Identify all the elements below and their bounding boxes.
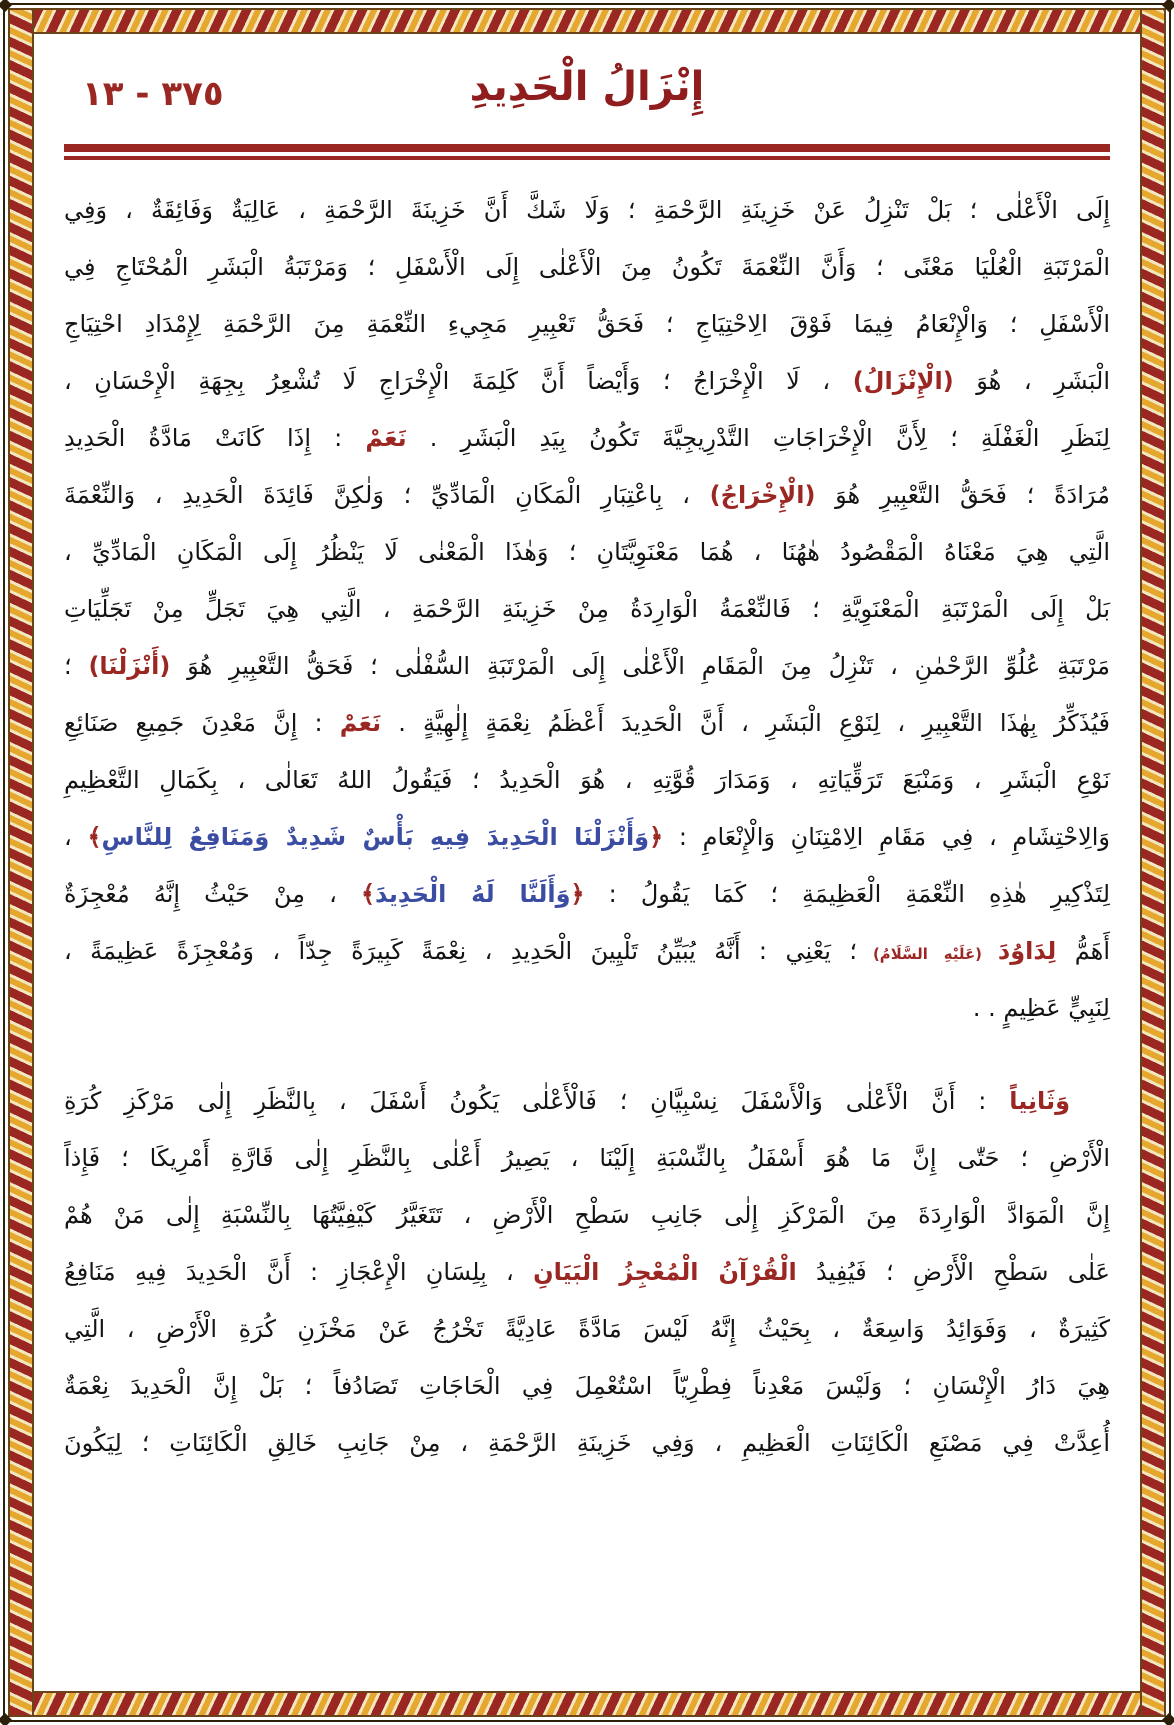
body-text-segment: أَهَمُّ: [1056, 937, 1110, 965]
body-text-segment: أُعِدَّتْ فِي مَصْنَعِ الْكَائِنَاتِ الْعَظِيمِ ، وَفِي خَزِينَةِ الرَّحْمَةِ ، مِنْ جَانِبِ خَالِقِ الْكَائِنَاتِ ؛ لِيَكُونَ: [64, 1429, 1110, 1457]
body-text-segment: الَّتِي هِيَ مَعْنَاهُ الْمَقْصُودُ هٰهُنَا ، هُمَا مَعْنَوِيَّتَانِ ؛ وَهٰذَا الْمَعْنٰى لَا يَنْظُرُ إِلَى الْمَكَانِ الْمَادِّيِّ ،: [64, 538, 1110, 566]
quran-verse: وَأَلَنَّا لَهُ الْحَدِيدَ: [375, 880, 571, 908]
honorific-phrase: (عَلَيْهِ السَّلَامُ): [857, 945, 998, 963]
body-text-segment: لِنَظَرِ الْغَفْلَةِ ؛ لِأَنَّ الْإِخْرَاجَاتِ التَّدْرِيجِيَّةَ تَكُونُ بِيَدِ الْبَشَرِ .: [406, 424, 1111, 452]
emphasis-text: (الْإِخْرَاجُ): [709, 481, 816, 509]
paragraph: [64, 182, 1110, 1037]
body-text-segment: بَلْ إِلَى الْمَرْتَبَةِ الْمَعْنَوِيَّةِ ؛ فَالنِّعْمَةُ الْوَارِدَةُ مِنْ خَزِينَةِ الرَّحْمَةِ ، الَّتِي هِيَ تَجَلٍّ مِنْ تَجَلِّيَاتِ: [64, 595, 1110, 623]
body-line: [64, 638, 1110, 695]
body-line: [64, 1130, 1110, 1187]
body-text-segment: ، لَا الْإِخْرَاجُ ؛ وَأَيْضاً أَنَّ كَلِمَةَ الْإِخْرَاجِ لَا تُشْعِرُ بِجِهَةِ الْإِحْسَانِ ،: [64, 367, 853, 395]
emphasis-text: نَعَمْ: [365, 424, 407, 452]
body-text-segment: ؛: [64, 652, 89, 680]
body-line: [64, 524, 1110, 581]
body-line: [64, 1187, 1110, 1244]
body-text-segment: ، بِلِسَانِ الْإِعْجَازِ : أَنَّ الْحَدِيدَ فِيهِ مَنَافِعُ: [64, 1258, 534, 1286]
body-text-segment: الْمَرْتَبَةِ الْعُلْيَا مَعْنًى ؛ وَأَنَّ النِّعْمَةَ تَكُونُ مِنَ الْأَعْلٰى إِلَى الْأَسْفَلِ ؛ وَمَرْتَبَةُ الْبَشَرِ الْمُحْتَاجِ فِي: [64, 253, 1110, 281]
body-text-segment: ، بِاعْتِبَارِ الْمَكَانِ الْمَادِّيِّ ؛ وَلٰكِنَّ فَائِدَةَ الْحَدِيدِ ، وَالنِّعْمَةَ: [64, 481, 710, 509]
body-line: [64, 752, 1110, 809]
body-text-segment: لِنَبِيٍّ عَظِيمٍ . .: [972, 994, 1110, 1022]
verse-bracket: ﴿: [649, 823, 664, 851]
body-text-segment: نَوْعِ الْبَشَرِ ، وَمَنْبَعَ تَرَقِّيَاتِهِ ، وَمَدَارَ قُوَّتِهِ ، هُوَ الْحَدِيدُ ؛ فَيَقُولُ اللهُ تَعَالٰى ، بِكَمَالِ التَّعْظِيمِ: [64, 766, 1110, 794]
frame-band-bottom: [8, 1691, 1166, 1717]
body-line: [64, 866, 1110, 923]
emphasis-text: نَعَمْ: [339, 709, 382, 737]
body-line: [64, 296, 1110, 353]
body-text-segment: مَرْتَبَةِ عُلُوِّ الرَّحْمٰنِ ، تَنْزِلُ مِنَ الْمَقَامِ الْأَعْلٰى إِلَى الْمَرْتَبَةِ السُّفْلٰى ؛ فَحَقُّ التَّعْبِيرِ هُوَ: [170, 652, 1110, 680]
emphasis-text: لِدَاوُدَ: [997, 937, 1057, 965]
emphasis-text: الْقُرْآنُ الْمُعْجِزُ الْبَيَانِ: [533, 1258, 797, 1286]
body-text-segment: ؛ يَعْنِي : أَنَّهُ يُبَيِّنُ تَلْيِينَ الْحَدِيدِ ، نِعْمَةً كَبِيرَةً جِدّاً ، وَمُعْجِزَةً عَظِيمَةً ،: [64, 937, 858, 965]
body-text-segment: : إِنَّ مَعْدِنَ جَمِيعِ صَنَائِعِ: [64, 709, 340, 737]
body-line: [64, 1415, 1110, 1472]
body-text-segment: كَثِيرَةٌ ، وَفَوَائِدُ وَاسِعَةٌ ، بِحَيْثُ إِنَّهُ لَيْسَ مَادَّةً عَادِيَّةً تَخْرُجُ عَنْ مَخْزَنِ كُرَةِ الْأَرْضِ ، الَّتِي: [64, 1315, 1110, 1343]
page-title: إِنْزَالُ الْحَدِيدِ: [469, 64, 705, 110]
body-line: [64, 353, 1110, 410]
body-line: [64, 410, 1110, 467]
page-header: [64, 46, 1110, 130]
emphasis-text: وَثَانِياً: [1009, 1087, 1070, 1115]
emphasis-text: (الْإِنْزَالُ): [852, 367, 954, 395]
body-line: [64, 923, 1110, 980]
verse-bracket: ﴿: [570, 880, 585, 908]
body-text-segment: ، مِنْ حَيْثُ إِنَّهُ مُعْجِزَةٌ: [64, 880, 361, 908]
body-text-segment: لِتَذْكِيرِ هٰذِهِ النِّعْمَةِ الْعَظِيمَةِ ؛ كَمَا يَقُولُ :: [584, 880, 1111, 908]
body-line: [64, 581, 1110, 638]
frame-band-top: [8, 8, 1166, 34]
body-text-segment: الْأَرْضِ ؛ حَتّٰى إِنَّ مَا هُوَ أَسْفَلُ بِالنِّسْبَةِ إِلَيْنَا ، يَصِيرُ أَعْلٰى بِالنَّظَرِ إِلٰى قَارَّةِ أَمْرِيكَا ؛ فَإِذاً: [64, 1144, 1110, 1172]
header-rule-thick: [64, 144, 1110, 152]
body-line: [64, 467, 1110, 524]
body-text: [64, 182, 1110, 1472]
quran-verse: وَأَنْزَلْنَا الْحَدِيدَ فِيهِ بَأْسٌ شَدِيدٌ وَمَنَافِعُ لِلنَّاسِ: [101, 823, 650, 851]
body-text-segment: الْأَسْفَلِ ؛ وَالْإِنْعَامُ فِيمَا فَوْقَ الِاحْتِيَاجِ ؛ فَحَقُّ تَعْبِيرِ مَجِيءِ النِّعْمَةِ مِنَ الرَّحْمَةِ لِإِمْدَادِ احْتِيَاجِ: [64, 310, 1110, 338]
body-text-segment: إِنَّ الْمَوَادَّ الْوَارِدَةَ مِنَ الْمَرْكَزِ إِلٰى جَانِبِ سَطْحِ الْأَرْضِ ، تَتَغَيَّرُ كَيْفِيَّتُهَا بِالنِّسْبَةِ إِلٰى مَنْ هُمْ: [64, 1201, 1110, 1229]
paragraph: [64, 1073, 1110, 1472]
frame-band-left: [8, 8, 34, 1717]
page-content: [64, 46, 1110, 1683]
body-line: [64, 1358, 1110, 1415]
body-text-segment: إِلَى الْأَعْلٰى ؛ بَلْ تَنْزِلُ عَنْ خَزِينَةِ الرَّحْمَةِ ؛ وَلَا شَكَّ أَنَّ خَزِينَةَ الرَّحْمَةِ ، عَالِيَةٌ وَفَائِقَةٌ ، وَفِي: [64, 196, 1110, 224]
page-number: ٣٧٥ - ١٣: [82, 74, 224, 114]
body-text-segment: فَيُذَكِّرُ بِهٰذَا التَّعْبِيرِ ، لِنَوْعِ الْبَشَرِ ، أَنَّ الْحَدِيدَ أَعْظَمُ نِعْمَةٍ إِلٰهِيَّةٍ .: [381, 709, 1111, 737]
header-rule-thin: [64, 156, 1110, 160]
body-text-segment: مُرَادَةً ؛ فَحَقُّ التَّعْبِيرِ هُوَ: [815, 481, 1110, 509]
body-line: [64, 182, 1110, 239]
verse-bracket: ﴾: [360, 880, 376, 908]
frame-band-right: [1140, 8, 1166, 1717]
body-text-segment: : إِذَا كَانَتْ مَادَّةُ الْحَدِيدِ: [64, 424, 366, 452]
verse-bracket: ﴾: [87, 823, 102, 851]
body-text-segment: الْبَشَرِ ، هُوَ: [953, 367, 1111, 395]
body-line: [64, 980, 1110, 1037]
body-text-segment: هِيَ دَارُ الْإِنْسَانِ ؛ وَلَيْسَ مَعْدِناً فِطْرِيّاً اسْتُعْمِلَ فِي الْحَاجَاتِ تَصَادُفاً ؛ بَلْ إِنَّ الْحَدِيدَ نِعْمَةٌ: [64, 1372, 1110, 1400]
body-text-segment: ،: [64, 823, 88, 851]
body-text-segment: : أَنَّ الْأَعْلٰى وَالْأَسْفَلَ نِسْبِيَّانِ ؛ فَالْأَعْلٰى يَكُونُ أَسْفَلَ ، بِالنَّظَرِ إِلٰى مَرْكَزِ كُرَةِ: [64, 1087, 1010, 1115]
header-rule: [64, 144, 1110, 160]
body-line: [64, 695, 1110, 752]
body-line: [64, 1301, 1110, 1358]
body-text-segment: وَالِاحْتِشَامِ ، فِي مَقَامِ الِامْتِنَانِ وَالْإِنْعَامِ :: [663, 823, 1110, 851]
body-line: [64, 239, 1110, 296]
body-line: [64, 809, 1110, 866]
emphasis-text: (أَنْزَلْنَا): [88, 652, 171, 680]
body-line: [64, 1244, 1110, 1301]
body-line: [64, 1073, 1110, 1130]
body-text-segment: عَلٰى سَطْحِ الْأَرْضِ ؛ فَيُفِيدُ: [796, 1258, 1110, 1286]
